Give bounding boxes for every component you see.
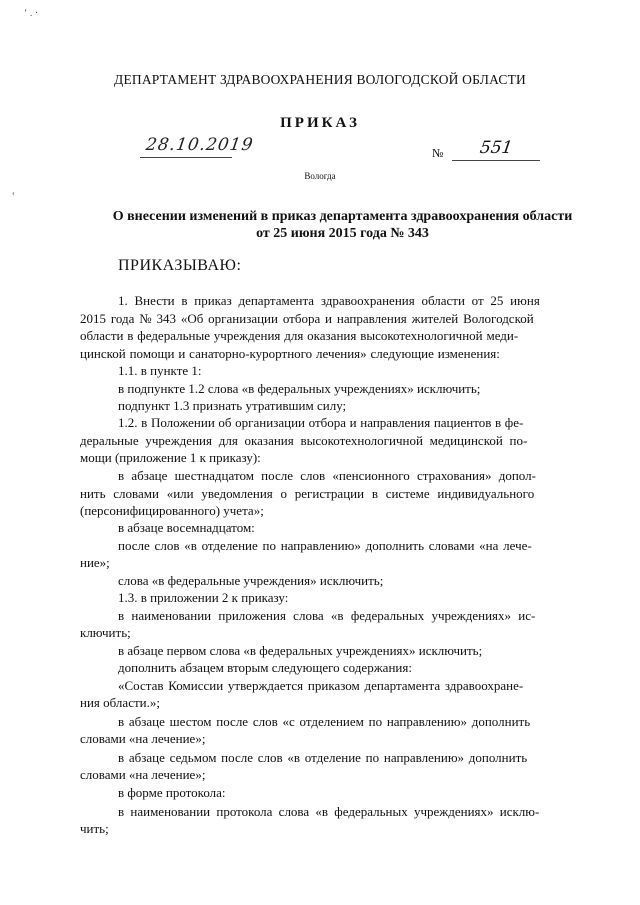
- order-date: 28.10.2019: [144, 135, 255, 155]
- order-subject: [80, 208, 605, 242]
- body-line: деральные учреждения для оказания высокотехнологичной медицинской по-: [80, 433, 528, 448]
- body-line: 1.1. в пункте 1:: [118, 363, 202, 378]
- subject-line-1: О внесении изменений в приказ департамента здравоохранения области: [112, 209, 573, 224]
- number-underline: [452, 160, 540, 161]
- body-line: ключить;: [80, 625, 131, 640]
- body-line: в абзаце восемнадцатом:: [118, 520, 255, 535]
- body-line: области в федеральные учреждения для оказания высокотехнологичной меди-: [80, 328, 519, 343]
- body-line: 1.3. в приложении 2 к приказу:: [118, 590, 289, 605]
- body-line: в абзаце шестом после слов «с отделением по направлению» дополнить: [118, 714, 531, 729]
- body-line: в абзаце седьмом после слов «в отделение по направлению» дополнить: [118, 750, 528, 765]
- body-line: в абзаце шестнадцатом после слов «пенсионного страхования» допол-: [118, 468, 536, 483]
- body-line: 1. Внести в приказ департамента здравоохранения области от 25 июня: [118, 293, 540, 308]
- body-line: слова «в федеральные учреждения» исключить;: [118, 573, 384, 588]
- body-line: в абзаце первом слова «в федеральных учреждениях» исключить;: [118, 643, 483, 658]
- decree-word: ПРИКАЗЫВАЮ:: [118, 257, 242, 274]
- body-line: 2015 года № 343 «Об организации отбора и направления жителей Вологодской: [80, 311, 534, 326]
- body-line: чить;: [80, 821, 109, 836]
- body-line: (персонифицированного) учета»;: [80, 503, 264, 518]
- date-underline: [140, 157, 232, 158]
- body-line: 1.2. в Положении об организации отбора и направления пациентов в фе-: [118, 415, 524, 430]
- body-line: «Состав Комиссии утверждается приказом департамента здравоохране-: [118, 678, 524, 693]
- body-line: словами «на лечение»;: [80, 767, 206, 782]
- department-name: ДЕПАРТАМЕНТ ЗДРАВООХРАНЕНИЯ ВОЛОГОДСКОЙ ОБЛАСТИ: [114, 72, 526, 87]
- corner-mark: ‘ . ·: [24, 8, 39, 19]
- body-line: в наименовании протокола слова «в федеральных учреждениях» исклю-: [118, 804, 540, 819]
- order-number-label: №: [432, 146, 444, 160]
- body-line: мощи (приложение 1 к приказу):: [80, 450, 261, 465]
- body-line: дополнить абзацем вторым следующего содержания:: [118, 660, 412, 675]
- order-number: 551: [478, 138, 514, 158]
- side-mark: ‹: [12, 188, 15, 198]
- order-title: ПРИКАЗ: [280, 115, 360, 131]
- body-line: подпункт 1.3 признать утратившим силу;: [118, 398, 347, 413]
- body-line: ние»;: [80, 555, 110, 570]
- body-line: в форме протокола:: [118, 785, 226, 800]
- body-line: нить словами «или уведомления о регистрации в системе индивидуального: [80, 486, 535, 501]
- body-line: ния области.»;: [80, 695, 160, 710]
- city: Вологда: [304, 171, 336, 181]
- body-line: цинской помощи и санаторно-курортного лечения» следующие изменения:: [80, 346, 500, 361]
- subject-line-2: от 25 июня 2015 года № 343: [256, 226, 429, 241]
- body-line: после слов «в отделение по направлению» дополнить словами «на лече-: [118, 538, 532, 553]
- body-line: в подпункте 1.2 слова «в федеральных учреждениях» исключить;: [118, 381, 481, 396]
- body-line: в наименовании приложения слова «в федеральных учреждениях» ис-: [118, 608, 536, 623]
- body-line: словами «на лечение»;: [80, 731, 206, 746]
